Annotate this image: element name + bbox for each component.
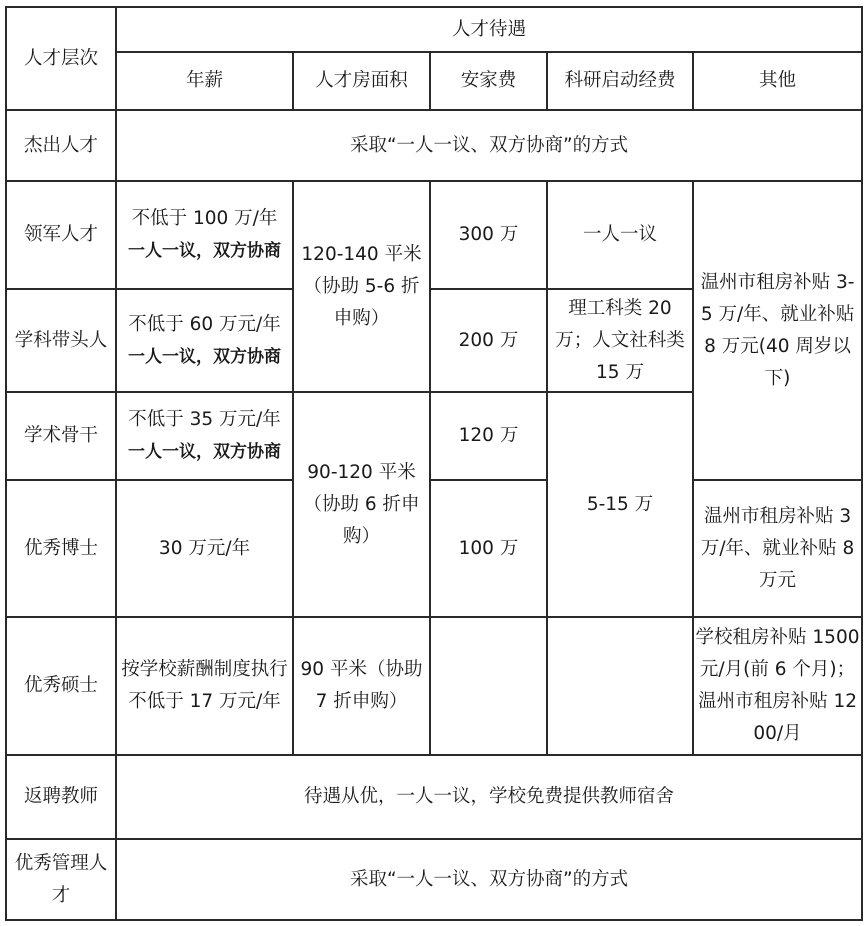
settling-fee-cell: 120 万	[430, 392, 547, 480]
header-talent-level: 人才层次	[6, 7, 116, 110]
header-annual-salary: 年薪	[116, 52, 293, 110]
merged-benefit-cell: 待遇从优，一人一议，学校免费提供教师宿舍	[116, 755, 862, 839]
other-cell: 温州市租房补贴 3-5 万/年、就业补贴 8 万元(40 周岁以下)	[693, 181, 862, 480]
level-cell: 返聘教师	[6, 755, 116, 839]
housing-cell: 90-120 平米（协助 6 折申购）	[293, 392, 430, 617]
research-fund-cell: 一人一议	[547, 181, 693, 289]
salary-value: 不低于 60 万元/年	[128, 313, 281, 335]
settling-fee-cell: 100 万	[430, 480, 547, 617]
header-row-group	[6, 7, 862, 52]
level-cell: 杰出人才	[6, 110, 116, 181]
table-row-excellent-manager	[6, 839, 862, 920]
header-housing-area: 人才房面积	[293, 52, 430, 110]
salary-cell	[116, 392, 293, 480]
other-cell: 温州市租房补贴 3 万/年、就业补贴 8 万元	[693, 480, 862, 617]
salary-note: 一人一议，双方协商	[128, 241, 281, 261]
merged-benefit-cell: 采取“一人一议、双方协商”的方式	[116, 110, 862, 181]
settling-fee-cell: 200 万	[430, 289, 547, 392]
table-row-rehired-teacher	[6, 755, 862, 839]
salary-value: 不低于 35 万元/年	[128, 409, 281, 430]
other-cell: 学校租房补贴 1500 元/月(前 6 个月)；温州市租房补贴 1200/月	[693, 617, 862, 755]
header-settling-fee: 安家费	[430, 52, 547, 110]
salary-note: 一人一议，双方协商	[128, 346, 281, 367]
salary-cell	[116, 181, 293, 289]
merged-benefit-cell: 采取“一人一议、双方协商”的方式	[116, 839, 862, 920]
level-cell: 学术骨干	[6, 392, 116, 480]
table-row-excellent-master	[6, 617, 862, 755]
salary-note: 一人一议，双方协商	[128, 442, 281, 462]
level-cell: 学科带头人	[6, 289, 116, 392]
housing-cell: 120-140 平米（协助 5-6 折申购）	[293, 181, 430, 392]
table-row-excellent-phd	[6, 480, 862, 617]
level-cell: 领军人才	[6, 181, 116, 289]
header-row-columns	[6, 52, 862, 110]
level-cell: 优秀硕士	[6, 617, 116, 755]
salary-cell: 30 万元/年	[116, 480, 293, 617]
talent-benefits-table	[5, 6, 863, 921]
settling-fee-cell: 300 万	[430, 181, 547, 289]
level-cell: 优秀博士	[6, 480, 116, 617]
header-research-fund: 科研启动经费	[547, 52, 693, 110]
header-other: 其他	[693, 52, 862, 110]
salary-value: 不低于 100 万/年	[131, 208, 278, 229]
housing-cell: 90 平米（协助 7 折申购）	[293, 617, 430, 755]
salary-cell: 按学校薪酬制度执行不低于 17 万元/年	[116, 617, 293, 755]
research-fund-cell: 理工科类 20 万；人文社科类 15 万	[547, 289, 693, 392]
salary-cell	[116, 289, 293, 392]
research-fund-cell	[547, 617, 693, 755]
research-fund-cell: 5-15 万	[547, 392, 693, 617]
table-row-leading	[6, 181, 862, 289]
level-cell: 优秀管理人才	[6, 839, 116, 920]
header-talent-benefits: 人才待遇	[116, 7, 862, 52]
table-row-outstanding	[6, 110, 862, 181]
settling-fee-cell	[430, 617, 547, 755]
